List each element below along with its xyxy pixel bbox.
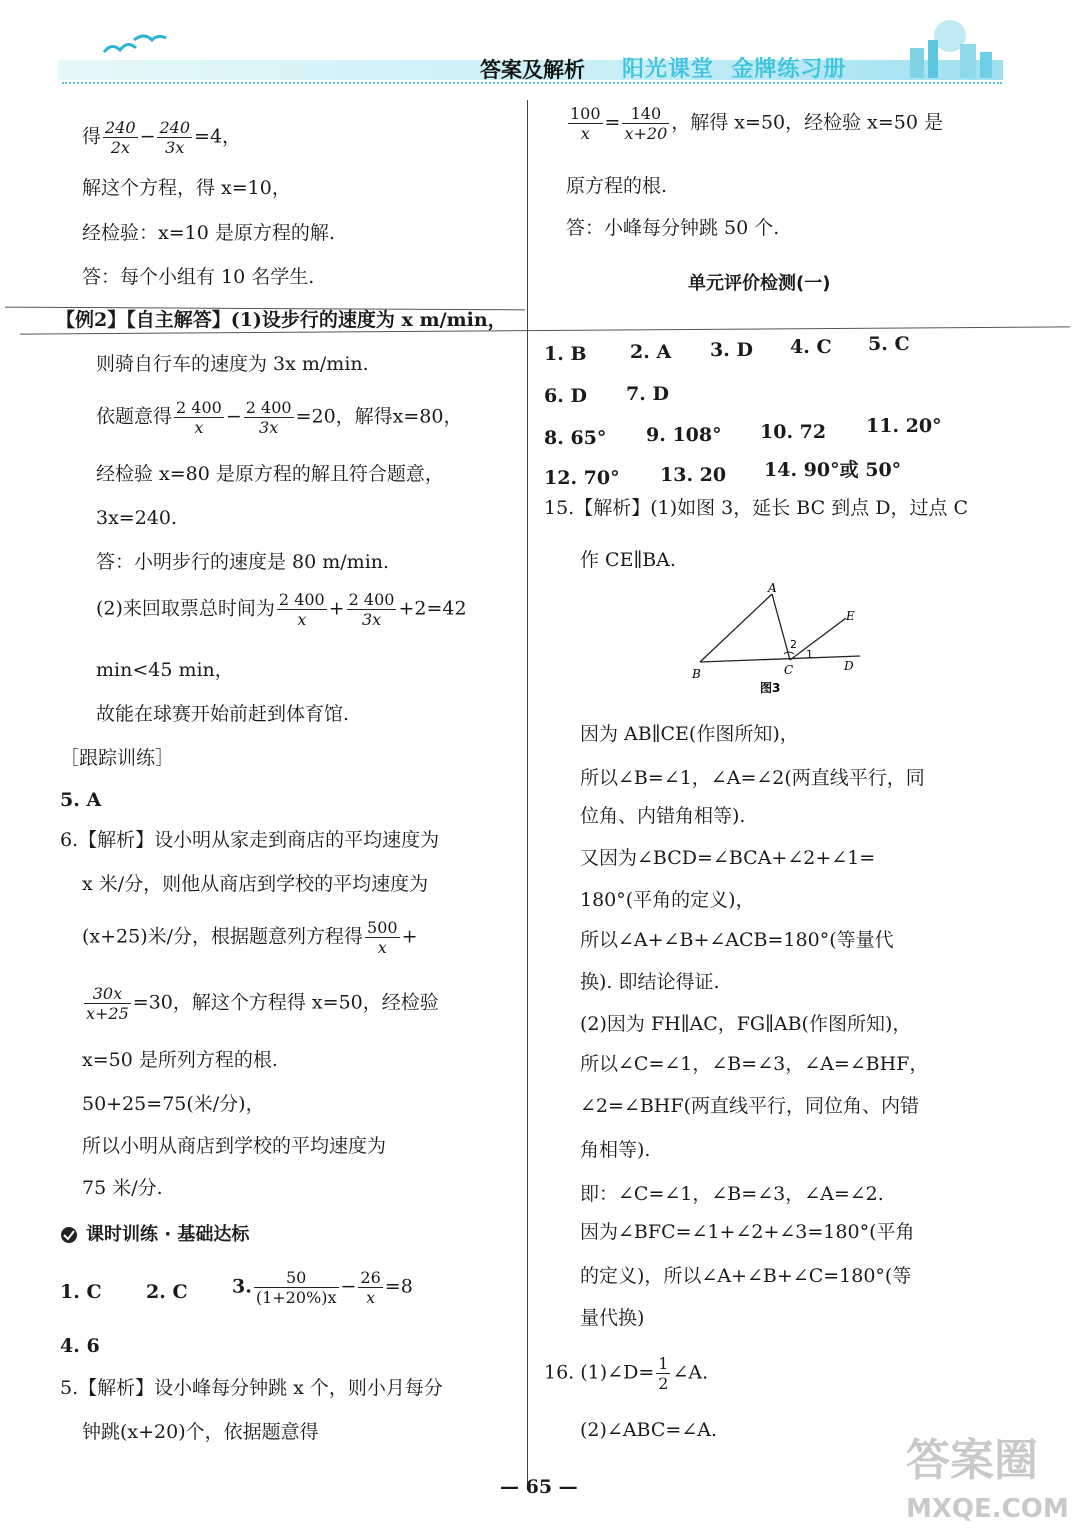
eq-line: 16. (1)∠D= $\frac{1}{2}$ ∠A. [544,1354,709,1393]
eq-line: $\frac{100}{x}$ = $\frac{140}{x+20}$ ，解得 x=50，经检验 x=50 是 [570,104,944,143]
text-line: 因为 AB∥CE(作图所知)， [580,723,799,745]
watermark-url: MXQE.COM [906,1494,1069,1524]
text-line: 经检验：x=10 是原方程的解. [82,222,335,244]
eq-line: 3. $\frac{50}{(1+20\%)x}$ − $\frac{26}{x}$ =8 [232,1268,413,1307]
fraction: $\frac{500}{x}$ [367,918,398,957]
text-line: 所以小明从商店到学校的平均速度为 [82,1135,387,1157]
answer: 2. C [146,1281,188,1303]
answer: 4. 6 [60,1335,100,1357]
eq-line: 依题意得 $\frac{2 400}{x}$ − $\frac{2 400}{3x}$ =20，解得x=80， [96,398,463,437]
figure-3-diagram [680,582,870,698]
text-line: 位角、内错角相等). [580,805,746,827]
section-title: 课时训练 · 基础达标 [58,1222,249,1247]
unit-test-title: 单元评价检测(一) [688,273,831,294]
text-line: 又因为∠BCD=∠BCA+∠2+∠1= [580,847,876,869]
point-label-E: E [846,609,855,623]
fraction: $\frac{240}{2x}$ [105,118,136,157]
answer: 6. D [544,385,587,407]
text-line: x 米/分，则他从商店到学校的平均速度为 [82,873,429,895]
answer: 3. D [710,339,753,361]
text-line: 50+25=75(米/分)， [82,1093,265,1115]
city-skyline-icon [900,12,1000,82]
answer: 1. C [60,1281,102,1303]
answer: 14. 90°或 50° [764,459,902,481]
angle-label-2: 2 [790,638,797,651]
answer: 1. B [544,343,587,365]
answer: 9. 108° [646,424,722,446]
birds-icon [100,30,170,66]
text-line: 故能在球赛开始前赶到体育馆. [96,703,350,725]
example-heading: 【例2】【自主解答】(1)设步行的速度为 x m/min， [56,309,507,331]
text-line: 的定义)，所以∠A+∠B+∠C=180°(等 [580,1265,912,1287]
text-line: 答：小峰每分钟跳 50 个. [566,217,780,239]
header-title: 答案及解析 [480,58,585,82]
point-label-D: D [844,659,854,673]
answer: 8. 65° [544,427,607,449]
eq-line: $\frac{30x}{x+25}$ =30，解这个方程得 x=50，经检验 [86,984,439,1023]
header-brand: 阳光课堂 金牌练习册 [622,57,847,82]
text-line: 3x=240. [96,507,178,529]
text-line: 因为∠BFC=∠1+∠2+∠3=180°(平角 [580,1221,915,1243]
figure-caption: 图3 [760,681,781,695]
text-line: 答：小明步行的速度是 80 m/min. [96,551,390,573]
fraction: $\frac{2 400}{3x}$ [245,398,292,437]
section-bullet-icon [58,1225,80,1245]
fraction: $\frac{2 400}{3x}$ [348,590,395,629]
column-divider [527,100,528,1490]
text-line: 所以∠C=∠1，∠B=∠3，∠A=∠BHF， [580,1053,929,1075]
text-line: 75 米/分. [82,1177,163,1199]
text-line: (2)∠ABC=∠A. [580,1419,718,1441]
fraction: $\frac{50}{(1+20\%)x}$ [255,1268,337,1307]
text-line: 经检验 x=80 是原方程的解且符合题意， [96,463,444,485]
text-line: min<45 min， [96,659,234,681]
eq-line: (x+25)米/分，根据题意列方程得 $\frac{500}{x}$ + [82,918,418,957]
text-line: (2)因为 FH∥AC，FG∥AB(作图所知)， [580,1013,912,1035]
text-line: 180°(平角的定义)， [580,889,755,911]
text-line: 所以∠B=∠1，∠A=∠2(两直线平行，同 [580,767,925,789]
fraction: $\frac{1}{2}$ [658,1354,669,1393]
point-label-B: B [692,667,701,681]
text-line: 换). 即结论得证. [580,971,720,993]
text-line: 量代换) [580,1307,645,1329]
text-line: 则骑自行车的速度为 3x m/min. [96,353,369,375]
fraction: $\frac{2 400}{x}$ [176,398,222,437]
text-line: 钟跳(x+20)个，依据题意得 [82,1421,319,1443]
text-line: x=50 是所列方程的根. [82,1049,278,1071]
answer: 11. 20° [866,415,942,437]
solution-line: 6.【解析】设小明从家走到商店的平均速度为 [60,829,440,851]
watermark-logo: 答案圈 [906,1435,1038,1486]
eq-line: (2)来回取票总时间为 $\frac{2 400}{x}$ + $\frac{2 400}{3x}$ +2=42 [96,590,467,629]
text-line: 所以∠A+∠B+∠ACB=180°(等量代 [580,929,894,951]
angle-label-1: 1 [806,648,813,661]
eq-line: 得 $\frac{240}{2x}$ − $\frac{240}{3x}$ =4， [82,118,242,157]
solution-line: 5.【解析】设小峰每分钟跳 x 个，则小月每分 [60,1377,443,1399]
text-line: 解这个方程，得 x=10， [82,177,291,199]
solution-line: 15.【解析】(1)如图 3，延长 BC 到点 D，过点 C [544,497,969,519]
fraction: $\frac{26}{x}$ [360,1268,381,1307]
answer: 13. 20 [660,464,727,486]
answer: 2. A [630,341,672,363]
answer: 5. C [868,333,910,355]
text-line: ∠2=∠BHF(两直线平行，同位角、内错 [580,1095,919,1117]
fraction: $\frac{140}{x+20}$ [624,104,668,143]
text-line: 作 CE∥BA. [580,549,676,571]
subsection-heading: ［跟踪训练］ [60,747,175,769]
answer: 10. 72 [760,421,827,443]
answer: 5. A [60,789,102,811]
fraction: $\frac{2 400}{x}$ [278,590,325,629]
text-line: 原方程的根. [566,175,668,197]
answer: 7. D [626,383,669,405]
point-label-A: A [768,582,777,595]
text-line: 角相等). [580,1139,651,1161]
fraction: $\frac{30x}{x+25}$ [86,984,129,1023]
text-line: 即：∠C=∠1，∠B=∠3，∠A=∠2. [580,1183,884,1205]
text-line: 答：每个小组有 10 名学生. [82,266,315,288]
fraction: $\frac{240}{3x}$ [159,118,191,157]
answer: 4. C [790,336,832,358]
fraction: $\frac{100}{x}$ [570,104,601,143]
point-label-C: C [784,663,794,677]
page-number: — 65 — [500,1476,578,1498]
answer: 12. 70° [544,467,620,489]
